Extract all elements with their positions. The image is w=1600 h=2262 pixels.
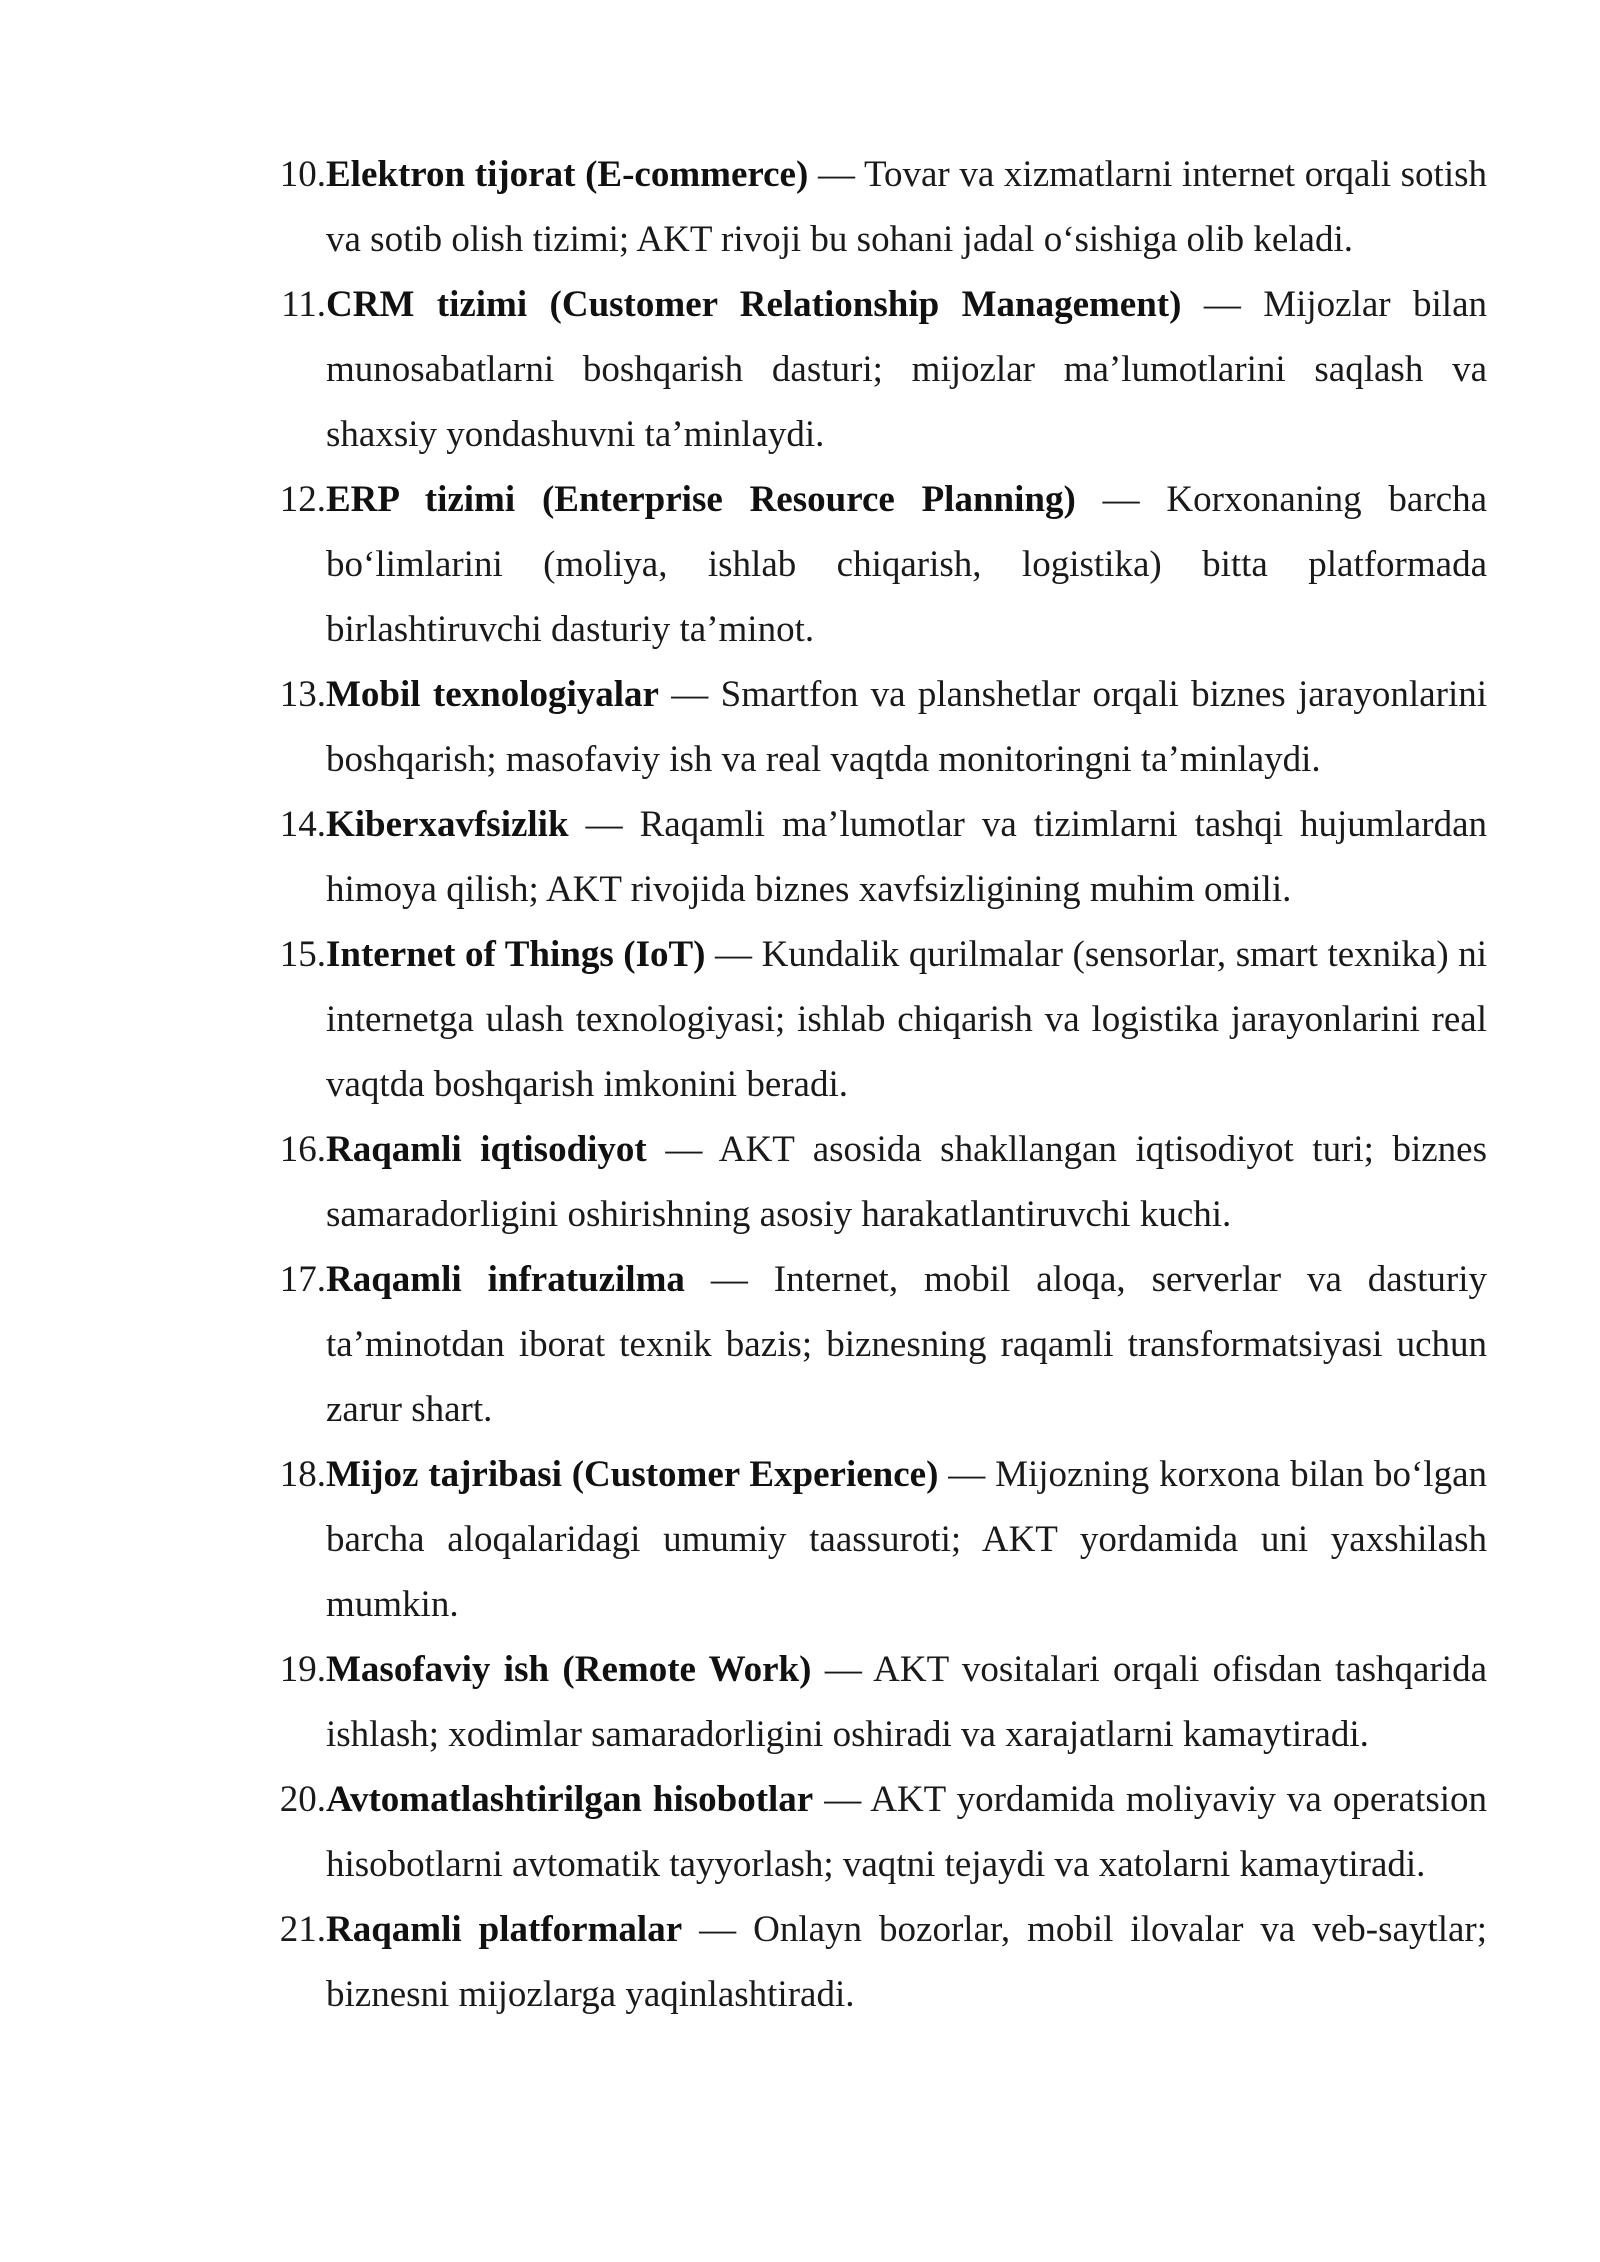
entry-number: 14.	[279, 804, 326, 845]
glossary-entry-17	[275, 1247, 1487, 1442]
entry-number: 17.	[279, 1259, 326, 1300]
glossary-entry-20	[275, 1767, 1487, 1897]
entry-number: 19.	[279, 1649, 326, 1690]
glossary-entry-12	[275, 467, 1487, 662]
entry-definition: — Onlayn bozorlar, mobil ilovalar va veb-saytlar; biznesni mijozlarga yaqinlashtiradi.	[326, 1909, 1487, 2015]
entry-number: 10.	[279, 154, 326, 195]
entry-definition: — AKT yordamida moliyaviy va operatsion hisobotlarni avtomatik tayyorlash; vaqtni tejaydi va xatolarni kamaytiradi.	[326, 1779, 1488, 1885]
entry-number: 21.	[279, 1909, 326, 1950]
glossary-entry-15	[275, 922, 1487, 1117]
entry-term: Elektron tijorat (E-commerce)	[326, 154, 809, 195]
entry-term: Mijoz tajribasi (Customer Experience)	[326, 1454, 939, 1495]
entry-term: ERP tizimi (Enterprise Resource Planning)	[326, 479, 1076, 520]
entry-definition: — AKT vositalari orqali ofisdan tashqarida ishlash; xodimlar samaradorligini oshiradi va xarajatlarni kamaytiradi.	[326, 1649, 1487, 1755]
entry-number: 20.	[279, 1779, 326, 1820]
entry-number: 12.	[279, 479, 326, 520]
entry-number: 18.	[279, 1454, 326, 1495]
glossary-entry-13	[275, 662, 1487, 792]
entry-number: 15.	[279, 934, 326, 975]
glossary-entry-14	[275, 792, 1487, 922]
entry-number: 13.	[279, 674, 326, 715]
glossary-list	[275, 142, 1487, 2027]
entry-definition: — Tovar va xizmatlarni internet orqali sotish va sotib olish tizimi; AKT rivoji bu sohani jadal o‘sishiga olib keladi.	[326, 154, 1488, 260]
entry-number: 11.	[281, 284, 326, 325]
entry-term: Raqamli infratuzilma	[326, 1259, 685, 1300]
glossary-entry-16	[275, 1117, 1487, 1247]
entry-definition: — Internet, mobil aloqa, serverlar va dasturiy ta’minotdan iborat texnik bazis; biznesning raqamli transformatsiyasi uchun zarur shart.	[326, 1259, 1488, 1430]
entry-definition: — AKT asosida shakllangan iqtisodiyot turi; biznes samaradorligini oshirishning asosiy harakatlantiruvchi kuchi.	[326, 1129, 1488, 1235]
entry-definition: — Mijozning korxona bilan bo‘lgan barcha aloqalaridagi umumiy taassuroti; AKT yordamida uni yaxshilash mumkin.	[326, 1454, 1487, 1625]
glossary-entry-18	[275, 1442, 1487, 1637]
glossary-entry-21	[275, 1897, 1487, 2027]
glossary-entry-11	[275, 272, 1487, 467]
entry-definition: — Smartfon va planshetlar orqali biznes jarayonlarini boshqarish; masofaviy ish va real vaqtda monitoringni ta’minlaydi.	[326, 674, 1488, 780]
entry-term: CRM tizimi (Customer Relationship Management)	[326, 284, 1182, 325]
entry-term: Mobil texnologiyalar	[326, 674, 659, 715]
entry-term: Raqamli platformalar	[326, 1909, 683, 1950]
entry-term: Internet of Things (IoT)	[326, 934, 706, 975]
entry-term: Masofaviy ish (Remote Work)	[326, 1649, 812, 1690]
entry-number: 16.	[279, 1129, 326, 1170]
entry-definition: — Kundalik qurilmalar (sensorlar, smart texnika) ni internetga ulash texnologiyasi; ishlab chiqarish va logistika jarayonlarini real vaqtda boshqarish imkonini beradi.	[326, 934, 1487, 1105]
entry-definition: — Korxonaning barcha bo‘limlarini (moliya, ishlab chiqarish, logistika) bitta platformada birlashtiruvchi dasturiy ta’minot.	[326, 479, 1488, 650]
entry-term: Avtomatlashtirilgan hisobotlar	[326, 1779, 814, 1820]
entry-term: Raqamli iqtisodiyot	[326, 1129, 647, 1170]
entry-definition: — Mijozlar bilan munosabatlarni boshqarish dasturi; mijozlar ma’lumotlarini saqlash va shaxsiy yondashuvni ta’minlaydi.	[326, 284, 1487, 455]
entry-definition: — Raqamli ma’lumotlar va tizimlarni tashqi hujumlardan himoya qilish; AKT rivojida biznes xavfsizligining muhim omili.	[326, 804, 1488, 910]
glossary-entry-19	[275, 1637, 1487, 1767]
entry-term: Kiberxavfsizlik	[326, 804, 569, 845]
glossary-entry-10	[275, 142, 1487, 272]
